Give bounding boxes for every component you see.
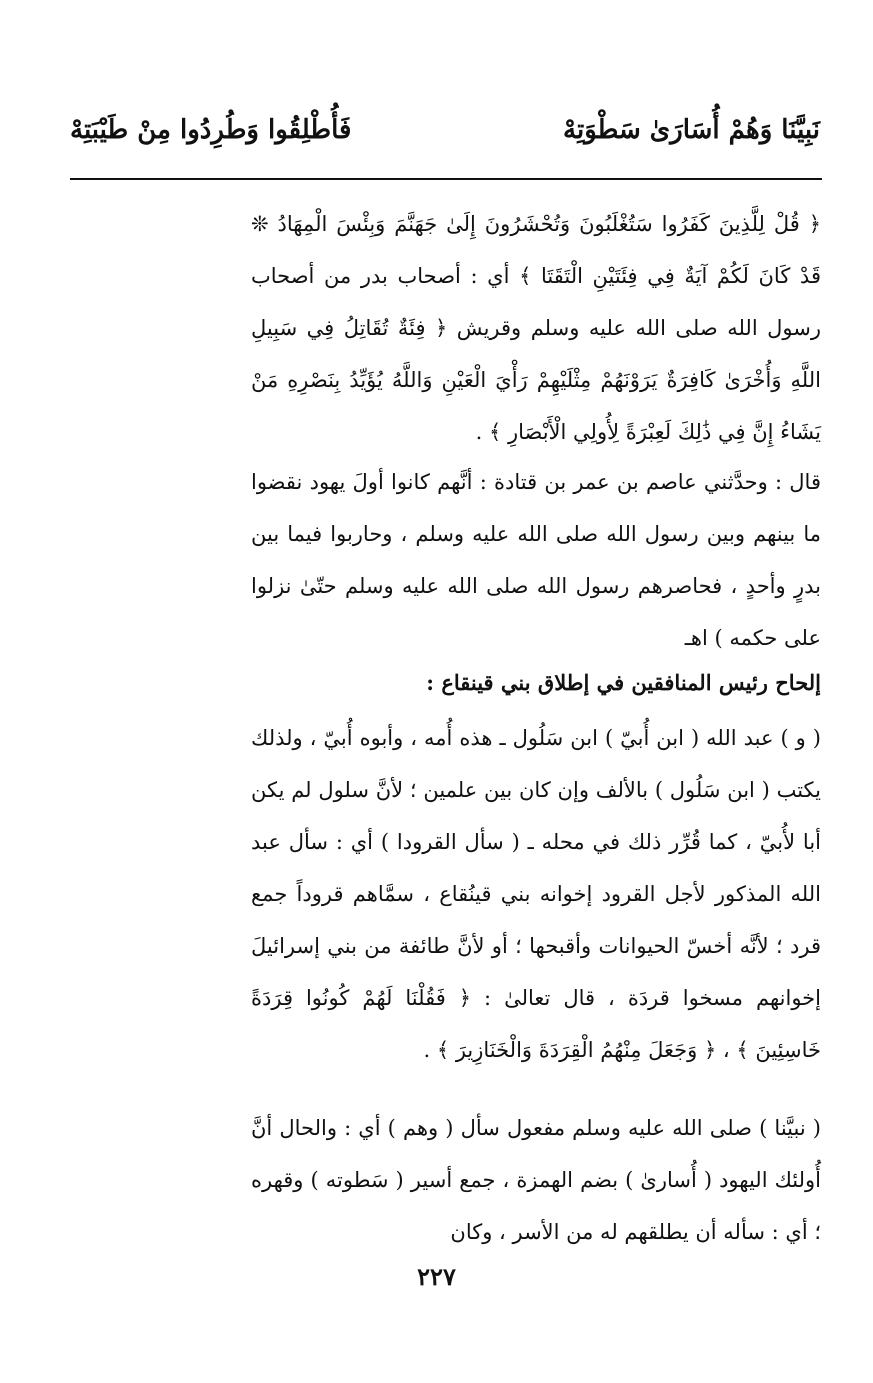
quran-paragraph: ﴿ قُلْ لِلَّذِينَ كَفَرُوا سَتُغْلَبُونَ وَتُحْشَرُونَ إِلَىٰ جَهَنَّمَ وَبِئْسَ الْمِهَادُ ❊ قَدْ كَانَ لَكُمْ آيَةٌ فِي فِئَتَيْنِ الْتَقَتَا ﴾ أي : أصحاب بدر من أصحاب رسول الله صلى الله عليه وسلم وقريش ﴿ فِئَةٌ تُقَاتِلُ فِي سَبِيلِ اللَّهِ وَأُخْرَىٰ كَافِرَةٌ يَرَوْنَهُمْ مِثْلَيْهِمْ رَأْيَ الْعَيْنِ وَاللَّهُ يُؤَيِّدُ بِنَصْرِهِ مَنْ يَشَاءُ إِنَّ فِي ذَٰلِكَ لَعِبْرَةً لِأُولِي الْأَبْصَارِ ﴾ . bbox=[251, 212, 821, 444]
section-heading: إلحاح رئيس المنافقين في إطلاق بني قينقاع : bbox=[426, 670, 821, 695]
verse-hemistich-second: فَأُطْلِقُوا وَطُرِدُوا مِنْ طَيْبَتِهْ bbox=[70, 115, 352, 145]
verse-hemistich-first: نَبِيَّنَا وَهُمْ أُسَارَىٰ سَطْوَتِهْ bbox=[563, 115, 820, 145]
narration-paragraph: قال : وحدَّثني عاصم بن عمر بن قتادة : أنَّهم كانوا أولَ يهود نقضوا ما بينهم وبين رسول الله صلى الله عليه وسلم ، وحاربوا فيما بين بدرٍ وأحدٍ ، فحاصرهم رسول الله صلى الله عليه وسلم حتّىٰ نزلوا على حكمه ) اهـ bbox=[251, 470, 821, 650]
header-divider bbox=[70, 178, 822, 180]
commentary-paragraph: ( و ) عبد الله ( ابن أُبيّ ) ابن سَلُول ـ هذه أُمه ، وأبوه أُبيّ ، ولذلك يكتب ( ابن سَلُول ) بالألف وإن كان بين علمين ؛ لأنَّ سلول لم يكن أبا لأُبيّ ، كما قُرِّر ذلك في محله ـ ( سأل القرودا ) أي : سأل عبد الله المذكور لأجل القرود إخوانه بني قينُقاع ، سمَّاهم قروداً جمع قرد ؛ لأنَّه أخسّ الحيوانات وأقبحها ؛ أو لأنَّ طائفة من بني إسرائيلَ إخوانهم مسخوا قردَة ، قال تعالىٰ : ﴿ فَقُلْنَا لَهُمْ كُونُوا قِرَدَةً خَاسِئِينَ ﴾ ، ﴿ وَجَعَلَ مِنْهُمُ الْقِرَدَةَ وَالْخَنَازِيرَ ﴾ . bbox=[251, 726, 821, 1062]
page-header-verse bbox=[70, 100, 820, 160]
commentary-paragraph-continued: ( نبيَّنا ) صلى الله عليه وسلم مفعول سأل ( وهم ) أي : والحال أنَّ أُولئك اليهود ( أُسارىٰ ) بضم الهمزة ، جمع أسير ( سَطوته ) وقهره ؛ أي : سأله أن يطلقهم له من الأسر ، وكان bbox=[251, 1116, 821, 1244]
page-number: ٢٢٧ bbox=[417, 1262, 456, 1291]
